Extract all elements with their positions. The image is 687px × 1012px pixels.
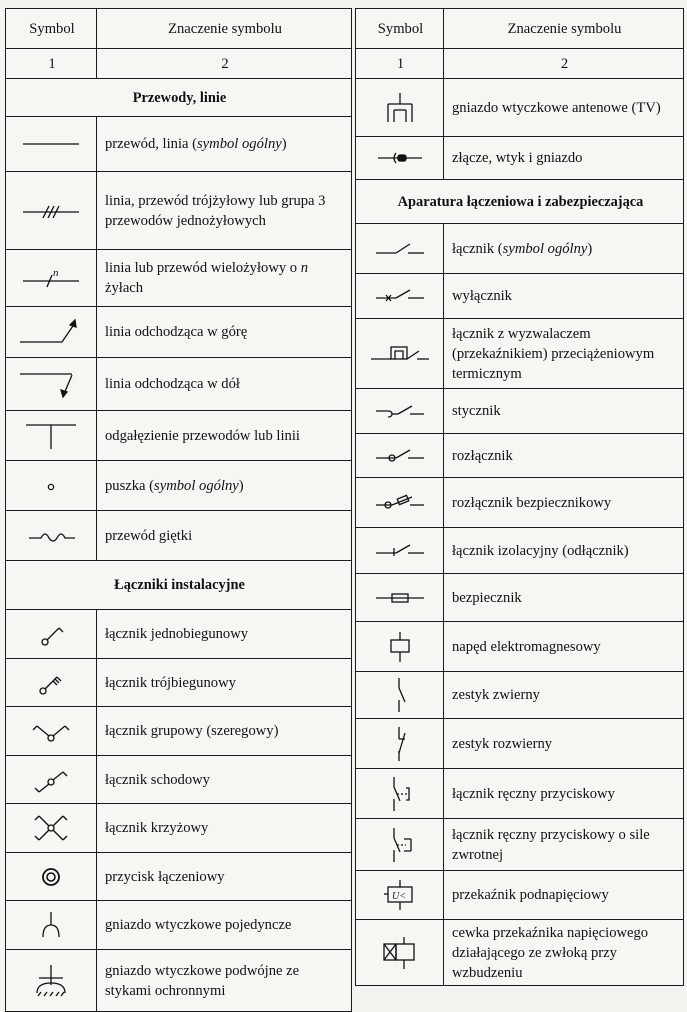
- table-row: [356, 672, 684, 719]
- table-row: [356, 274, 684, 319]
- section-title-apparatus: Aparatura łączeniowa i zabezpieczająca: [356, 180, 684, 224]
- staircase-switch-symbol: [6, 756, 97, 804]
- table-row: [356, 319, 684, 389]
- meaning-cell: rozłącznik bezpiecznikowy: [444, 478, 684, 528]
- disconnector-symbol: [356, 434, 444, 478]
- table-row: [6, 307, 352, 358]
- section-title-wires: Przewody, linie: [6, 79, 352, 117]
- table-row: [356, 819, 684, 871]
- meaning-cell: łącznik schodowy: [97, 756, 352, 804]
- group-switch-symbol: [6, 707, 97, 756]
- table-row: [6, 117, 352, 172]
- table-row: [356, 920, 684, 986]
- line-down-symbol: [6, 358, 97, 411]
- meaning-cell: łącznik grupowy (szeregowy): [97, 707, 352, 756]
- meaning-cell: przewód giętki: [97, 511, 352, 561]
- fuse-disconnector-symbol: [356, 478, 444, 528]
- table-row: [356, 528, 684, 574]
- section-title-switches: Łączniki instalacyjne: [6, 561, 352, 610]
- push-button-symbol: [6, 853, 97, 901]
- section-row: [356, 180, 684, 224]
- table-row: [6, 901, 352, 950]
- table-row: [6, 756, 352, 804]
- antenna-socket-symbol: [356, 79, 444, 137]
- three-wire-line-symbol: [6, 172, 97, 250]
- electromagnetic-drive-symbol: [356, 622, 444, 672]
- meaning-cell: łącznik z wyzwalaczem (przekaźnikiem) przeciążeniowym termicznym: [444, 319, 684, 389]
- push-button-return-symbol: [356, 819, 444, 871]
- meaning-cell: łącznik krzyżowy: [97, 804, 352, 853]
- table-row: [356, 719, 684, 769]
- switch-general-symbol: [356, 224, 444, 274]
- table-row: [6, 511, 352, 561]
- n-wire-line-symbol: [6, 250, 97, 307]
- plug-socket-symbol: [356, 137, 444, 180]
- meaning-cell: łącznik (symbol ogólny): [444, 224, 684, 274]
- meaning-cell: gniazdo wtyczkowe pojedyncze: [97, 901, 352, 950]
- meaning-cell: puszka (symbol ogólny): [97, 461, 352, 511]
- circuit-breaker-symbol: [356, 274, 444, 319]
- relay-label: U<: [391, 891, 406, 902]
- meaning-cell: linia odchodząca w dół: [97, 358, 352, 411]
- meaning-cell: wyłącznik: [444, 274, 684, 319]
- meaning-column-header: Znaczenie symbolu: [97, 9, 352, 49]
- column-number-2: 2: [444, 49, 684, 79]
- left-symbol-table: [5, 8, 352, 1012]
- table-row: [6, 707, 352, 756]
- table-row: [356, 574, 684, 622]
- undervoltage-relay-symbol: [356, 871, 444, 920]
- meaning-cell: cewka przekaźnika napięciowego działającego ze zwłoką przy wzbudzeniu: [444, 920, 684, 986]
- double-socket-earthed-symbol: [6, 950, 97, 1012]
- meaning-cell: zestyk zwierny: [444, 672, 684, 719]
- meaning-cell: zestyk rozwierny: [444, 719, 684, 769]
- break-contact-symbol: [356, 719, 444, 769]
- meaning-cell: gniazdo wtyczkowe antenowe (TV): [444, 79, 684, 137]
- header-row: [356, 9, 684, 49]
- meaning-cell: odgałęzienie przewodów lub linii: [97, 411, 352, 461]
- symbol-column-header: Symbol: [6, 9, 97, 49]
- svg-text:n: n: [53, 267, 59, 279]
- meaning-cell: łącznik ręczny przyciskowy o sile zwrotnej: [444, 819, 684, 871]
- table-row: [6, 950, 352, 1012]
- table-row: [356, 224, 684, 274]
- column-number-1: 1: [6, 49, 97, 79]
- symbol-column-header: Symbol: [356, 9, 444, 49]
- meaning-cell: napęd elektromagnesowy: [444, 622, 684, 672]
- column-number-row: [6, 49, 352, 79]
- meaning-cell: łącznik izolacyjny (odłącznik): [444, 528, 684, 574]
- table-row: [6, 358, 352, 411]
- line-up-symbol: [6, 307, 97, 358]
- column-number-2: 2: [97, 49, 352, 79]
- meaning-cell: linia odchodząca w górę: [97, 307, 352, 358]
- table-row: [356, 434, 684, 478]
- table-row: [6, 853, 352, 901]
- meaning-cell: łącznik ręczny przyciskowy: [444, 769, 684, 819]
- table-row: [356, 137, 684, 180]
- meaning-column-header: Znaczenie symbolu: [444, 9, 684, 49]
- fuse-symbol: [356, 574, 444, 622]
- table-row: [356, 389, 684, 434]
- make-contact-symbol: [356, 672, 444, 719]
- column-number-row: [356, 49, 684, 79]
- isolator-symbol: [356, 528, 444, 574]
- three-pole-switch-symbol: [6, 659, 97, 707]
- meaning-cell: przycisk łączeniowy: [97, 853, 352, 901]
- branch-symbol: [6, 411, 97, 461]
- section-row: [6, 561, 352, 610]
- right-symbol-table: [355, 8, 684, 986]
- single-pole-switch-symbol: [6, 610, 97, 659]
- meaning-cell: rozłącznik: [444, 434, 684, 478]
- table-row: [356, 478, 684, 528]
- table-row: [356, 622, 684, 672]
- meaning-cell: gniazdo wtyczkowe podwójne ze stykami ochronnymi: [97, 950, 352, 1012]
- meaning-cell: przewód, linia (symbol ogólny): [97, 117, 352, 172]
- meaning-cell: złącze, wtyk i gniazdo: [444, 137, 684, 180]
- header-row: [6, 9, 352, 49]
- delayed-relay-coil-symbol: [356, 920, 444, 986]
- meaning-cell: przekaźnik podnapięciowy: [444, 871, 684, 920]
- table-row: [356, 871, 684, 920]
- table-row: [6, 250, 352, 307]
- cross-switch-symbol: [6, 804, 97, 853]
- meaning-cell: łącznik jednobiegunowy: [97, 610, 352, 659]
- meaning-cell: stycznik: [444, 389, 684, 434]
- meaning-cell: linia, przewód trójżyłowy lub grupa 3 przewodów jednożyłowych: [97, 172, 352, 250]
- table-row: [6, 461, 352, 511]
- table-row: [356, 769, 684, 819]
- table-row: [6, 411, 352, 461]
- thermal-relay-switch-symbol: [356, 319, 444, 389]
- table-row: [6, 610, 352, 659]
- column-number-1: 1: [356, 49, 444, 79]
- table-row: [6, 804, 352, 853]
- line-general-symbol: [6, 117, 97, 172]
- push-button-contact-symbol: [356, 769, 444, 819]
- table-row: [356, 79, 684, 137]
- meaning-cell: bezpiecznik: [444, 574, 684, 622]
- table-row: [6, 172, 352, 250]
- flexible-wire-symbol: [6, 511, 97, 561]
- junction-box-symbol: [6, 461, 97, 511]
- single-socket-symbol: [6, 901, 97, 950]
- section-row: [6, 79, 352, 117]
- table-row: [6, 659, 352, 707]
- meaning-cell: linia lub przewód wielożyłowy o n żyłach: [97, 250, 352, 307]
- meaning-cell: łącznik trójbiegunowy: [97, 659, 352, 707]
- contactor-symbol: [356, 389, 444, 434]
